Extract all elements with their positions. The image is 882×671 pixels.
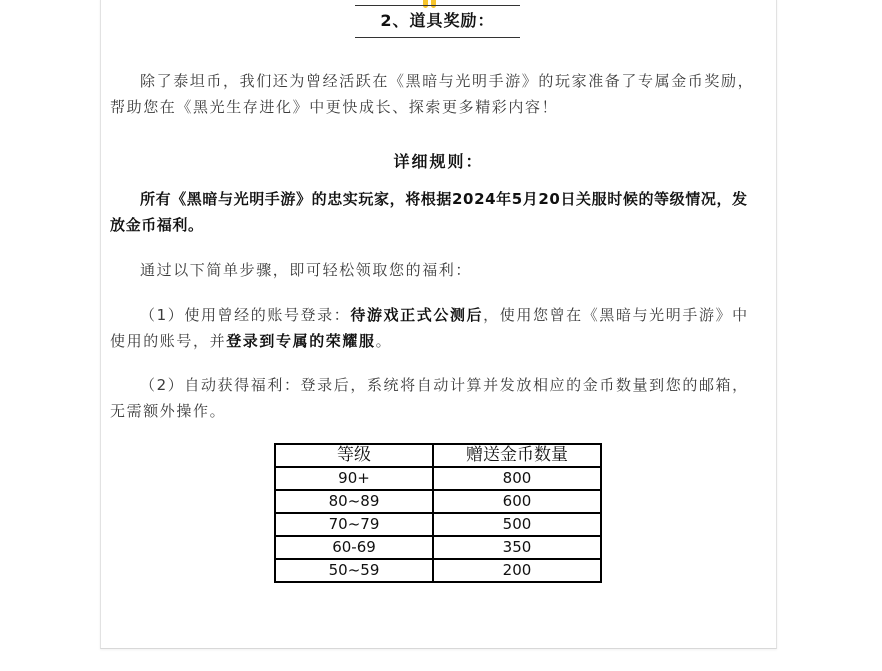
section-title: 2、道具奖励： — [355, 5, 520, 38]
header-level: 等级 — [275, 444, 433, 467]
coins-cell: 600 — [433, 490, 601, 513]
table-row — [275, 513, 601, 536]
coins-cell: 800 — [433, 467, 601, 490]
step-1-label: （1）使用曾经的账号登录： — [140, 306, 351, 324]
steps-intro: 通过以下简单步骤，即可轻松领取您的福利： — [140, 261, 473, 279]
step-1-paragraph — [110, 302, 762, 354]
coins-cell: 350 — [433, 536, 601, 559]
step-1-timing: 待游戏正式公测后 — [350, 306, 484, 324]
step-1-server: 登录到专属的荣耀服 — [226, 332, 376, 350]
intro-paragraph: 除了泰坦币，我们还为曾经活跃在《黑暗与光明手游》的玩家准备了专属金币奖励，帮助您在《黑光生存进化》中更快成长、探索更多精彩内容！ — [110, 72, 755, 116]
table-row — [275, 490, 601, 513]
level-cell: 90+ — [275, 467, 433, 490]
step-1-text: ，使用您曾在《黑暗与光明手游》中使用的账号，并 — [110, 306, 749, 350]
level-cell: 80~89 — [275, 490, 433, 513]
rules-summary: 所有《黑暗与光明手游》的忠实玩家，将根据2024年5月20日关服时候的等级情况，发放金币福利。 — [110, 190, 748, 234]
header-coins: 赠送金币数量 — [433, 444, 601, 467]
rules-heading: 详细规则： — [393, 152, 484, 171]
table-header-row — [275, 444, 601, 467]
level-cell: 60-69 — [275, 536, 433, 559]
step-1-end: 。 — [375, 332, 393, 350]
level-cell: 50~59 — [275, 559, 433, 582]
level-cell: 70~79 — [275, 513, 433, 536]
table-row — [275, 536, 601, 559]
rewards-table — [274, 443, 602, 583]
table-row — [275, 467, 601, 490]
table-row — [275, 559, 601, 582]
coins-cell: 200 — [433, 559, 601, 582]
step-2-paragraph: （2）自动获得福利：登录后，系统将自动计算并发放相应的金币数量到您的邮箱，无需额外操作。 — [110, 376, 749, 420]
coins-cell: 500 — [433, 513, 601, 536]
article-page — [100, 0, 777, 649]
